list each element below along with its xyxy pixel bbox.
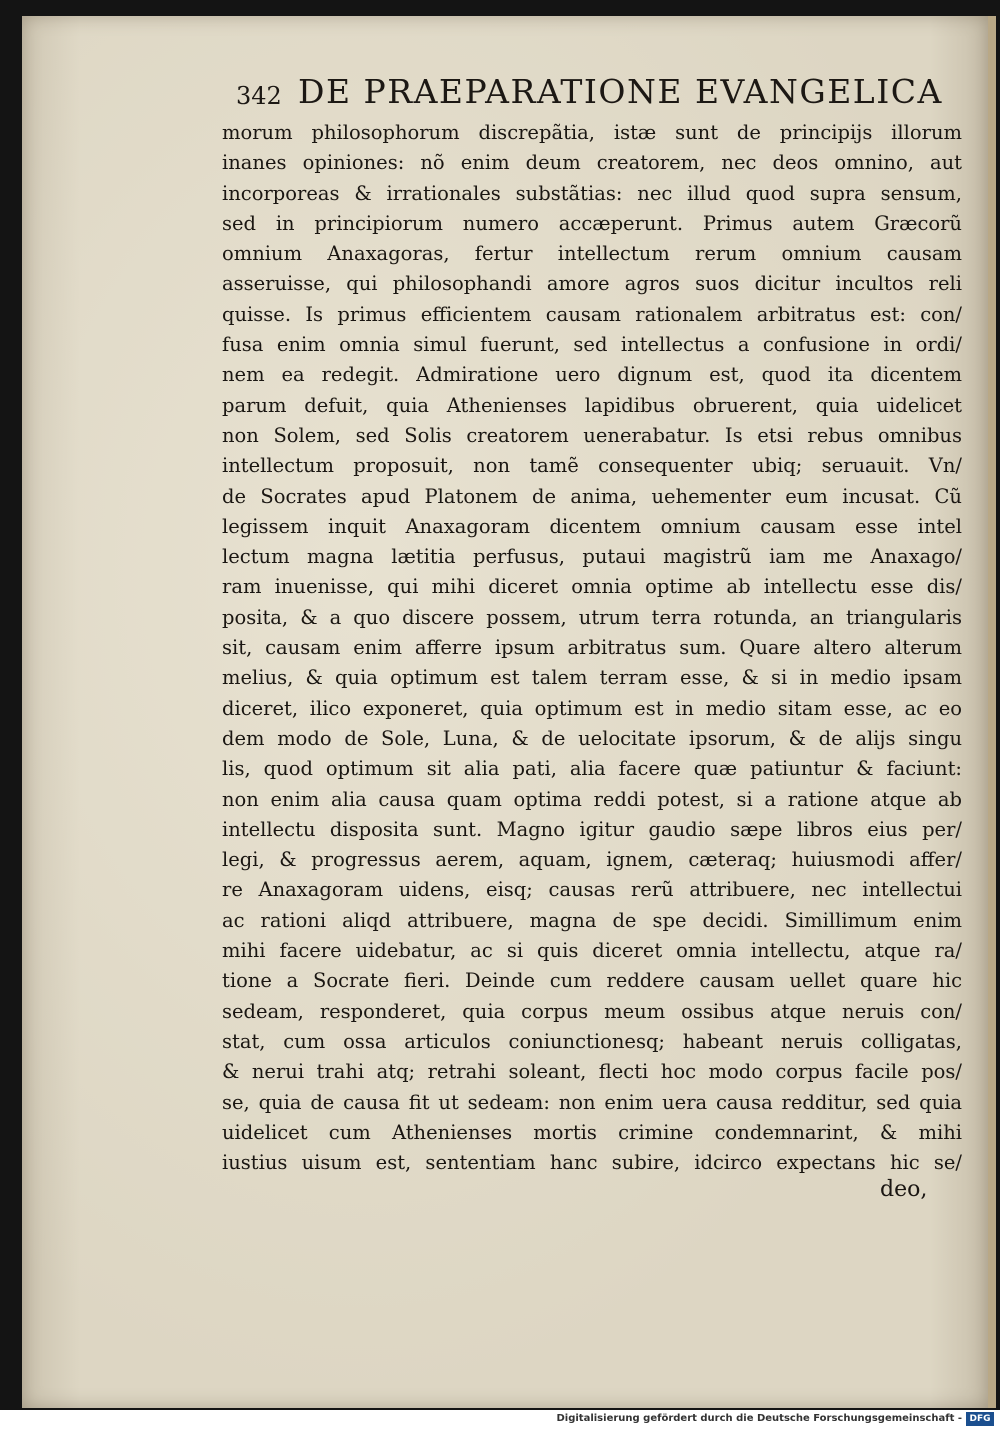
text-line: se, quia de causa fit ut sedeam: non enim uera causa redditur, sed quia: [222, 1090, 962, 1114]
text-line: non Solem, sed Solis creatorem uenerabatur. Is etsi rebus omnibus: [222, 423, 962, 447]
dfg-logo: DFG: [966, 1412, 994, 1426]
text-line: iustius uisum est, sententiam hanc subire, idcirco expectans hic se/: [222, 1151, 962, 1175]
text-line: nem ea redegit. Admiratione uero dignum est, quod ita dicentem: [222, 363, 962, 387]
text-line: sit, causam enim afferre ipsum arbitratus sum. Quare altero alterum: [222, 636, 962, 660]
text-line: tione a Socrate fieri. Deinde cum reddere causam uellet quare hic: [222, 969, 962, 993]
text-line: lis, quod optimum sit alia pati, alia facere quæ patiuntur & faciunt:: [222, 757, 962, 781]
text-line: asseruisse, qui philosophandi amore agros suos dicitur incultos reli: [222, 272, 962, 296]
text-line: legissem inquit Anaxagoram dicentem omnium causam esse intel: [222, 514, 962, 538]
text-line: inanes opiniones: nõ enim deum creatorem, nec deos omnino, aut: [222, 151, 962, 175]
text-line: fusa enim omnia simul fuerunt, sed intellectus a confusione in ordi/: [222, 333, 962, 357]
page-edge: [988, 16, 996, 1408]
text-line: & nerui trahi atq; retrahi soleant, flecti hoc modo corpus facile pos/: [222, 1060, 962, 1084]
page-header: [236, 72, 956, 116]
text-line: sed in principiorum numero accæperunt. Primus autem Græcorũ: [222, 211, 962, 235]
text-line: re Anaxagoram uidens, eisq; causas rerũ attribuere, nec intellectui: [222, 878, 962, 902]
page-number: 342: [236, 82, 282, 110]
text-line: intellectu disposita sunt. Magno igitur gaudio sæpe libros eius per/: [222, 817, 962, 841]
text-line: diceret, ilico exponeret, quia optimum est in medio sitam esse, ac eo: [222, 696, 962, 720]
funding-credit: Digitalisierung gefördert durch die Deutsche Forschungsgemeinschaft -: [556, 1413, 962, 1424]
text-line: ram inuenisse, qui mihi diceret omnia optime ab intellectu esse dis/: [222, 575, 962, 599]
text-line: de Socrates apud Platonem de anima, uehementer eum incusat. Cũ: [222, 484, 962, 508]
text-line: incorporeas & irrationales substãtias: nec illud quod supra sensum,: [222, 181, 962, 205]
text-line: melius, & quia optimum est talem terram esse, & si in medio ipsam: [222, 666, 962, 690]
text-line: omnium Anaxagoras, fertur intellectum rerum omnium causam: [222, 242, 962, 266]
text-line: dem modo de Sole, Luna, & de uelocitate ipsorum, & de alijs singu: [222, 726, 962, 750]
text-line: lectum magna lætitia perfusus, putaui magistrũ iam me Anaxago/: [222, 545, 962, 569]
text-line: intellectum proposuit, non tamẽ consequenter ubiq; seruauit. Vn/: [222, 454, 962, 478]
text-line: morum philosophorum discrepãtia, istæ sunt de principijs illorum: [222, 121, 962, 144]
text-line: parum defuit, quia Athenienses lapidibus obruerent, quia uidelicet: [222, 393, 962, 417]
text-line: sedeam, responderet, quia corpus meum ossibus atque neruis con/: [222, 999, 962, 1023]
text-line: uidelicet cum Athenienses mortis crimine condemnarint, & mihi: [222, 1120, 962, 1144]
running-title: DE PRAEPARATIONE EVANGELICA: [298, 72, 943, 111]
body-text: [222, 118, 962, 1178]
text-line: quisse. Is primus efficientem causam rationalem arbitratus est: con/: [222, 302, 962, 326]
text-line: non enim alia causa quam optima reddi potest, si a ratione atque ab: [222, 787, 962, 811]
catchword: deo,: [880, 1177, 928, 1202]
text-line: posita, & a quo discere possem, utrum terra rotunda, an triangularis: [222, 605, 962, 629]
text-line: stat, cum ossa articulos coniunctionesq; habeant neruis colligatas,: [222, 1029, 962, 1053]
text-line: legi, & progressus aerem, aquam, ignem, cæteraq; huiusmodi affer/: [222, 848, 962, 872]
text-line: ac rationi aliqd attribuere, magna de spe decidi. Simillimum enim: [222, 908, 962, 932]
footer-bar: [0, 1410, 1000, 1430]
text-line: mihi facere uidebatur, ac si quis diceret omnia intellectu, atque ra/: [222, 939, 962, 963]
